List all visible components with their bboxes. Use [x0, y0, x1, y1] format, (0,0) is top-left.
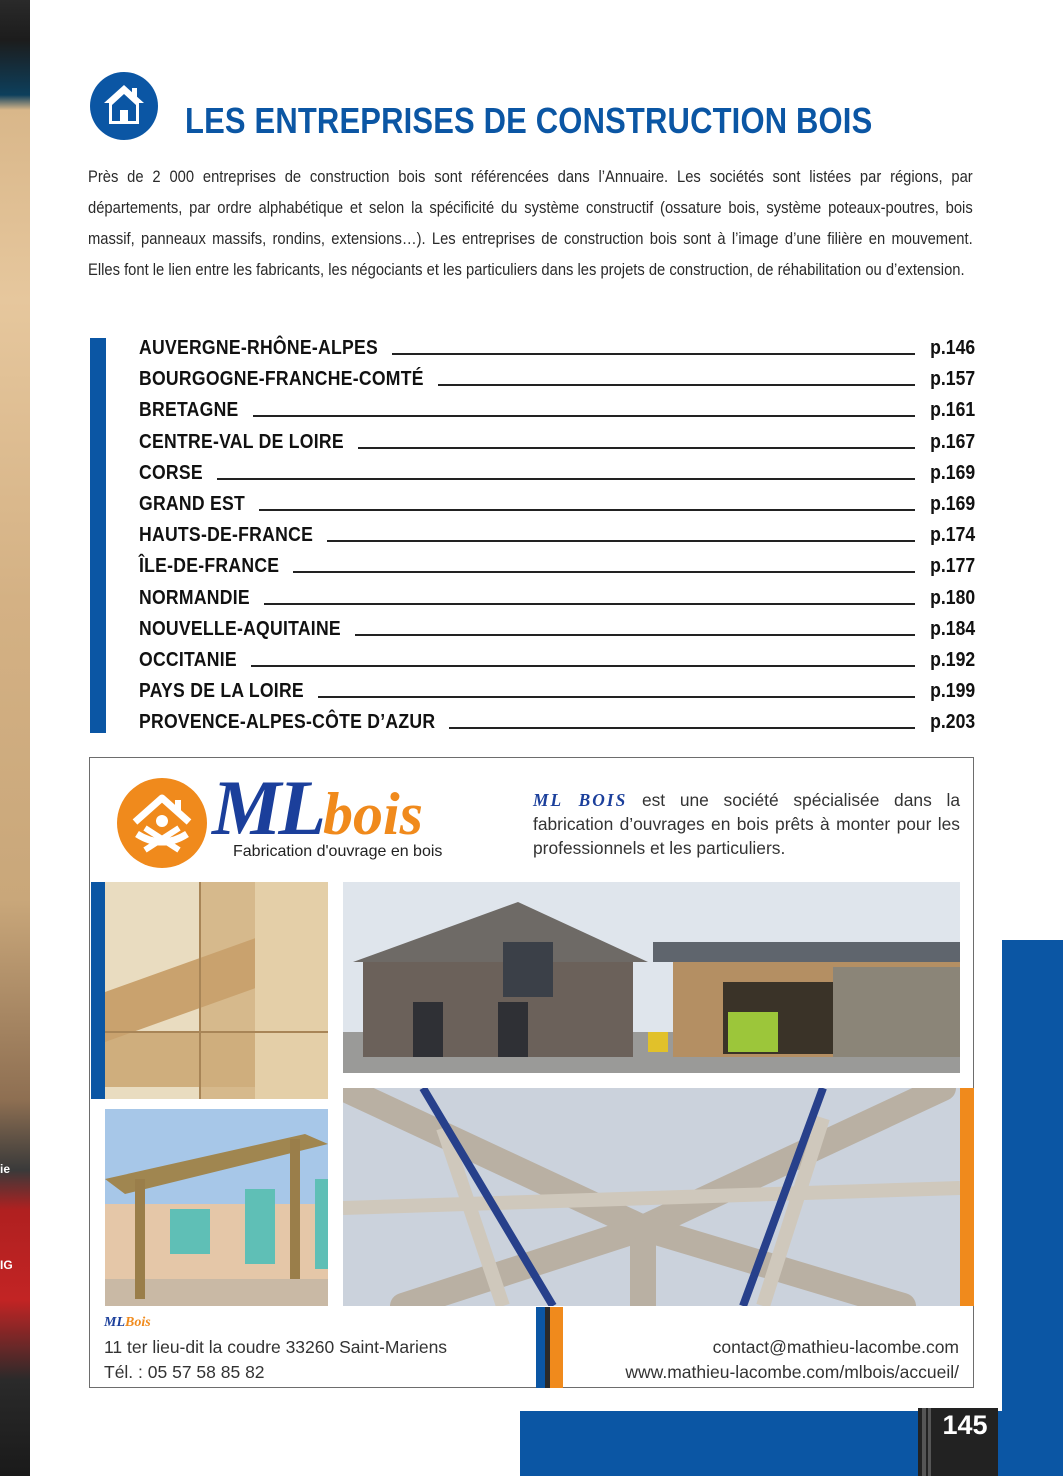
- photo-workshop-building: [343, 882, 960, 1073]
- region-index: [139, 333, 975, 738]
- photo-timber-frame-roof: [343, 1088, 960, 1306]
- toc-row: [139, 520, 975, 551]
- toc-leader-line: [392, 353, 915, 355]
- toc-region-name: GRAND EST: [139, 493, 246, 516]
- toc-leader-line: [264, 603, 915, 605]
- toc-leader-line: [293, 571, 915, 573]
- phone: Tél. : 05 57 58 85 82: [104, 1362, 265, 1382]
- address: 11 ter lieu-dit la coudre 33260 Saint-Mariens: [104, 1337, 448, 1357]
- intro-paragraph: Près de 2 000 entreprises de construction bois sont référencées dans l’Annuaire. Les sociétés sont listées par régions, par départements, par ordre alphabétique et selon la spécificité du système constructif (ossature bois, système poteaux-poutres, bois massif, panneaux massifs, rondins, extensions…). Les entreprises de construction bois sont à l’image d’une filière en mouvement. Elles font le lien entre les fabricants, les négociants et les particuliers dans les projets de construction, de réhabilitation ou d’extension.: [88, 168, 973, 279]
- photo-timber-joint: [105, 882, 328, 1099]
- toc-page-number: p.167: [929, 430, 975, 453]
- toc-leader-line: [449, 727, 915, 729]
- toc-page-number: p.169: [929, 461, 975, 484]
- strip-mark-2: IG: [0, 1258, 13, 1272]
- toc-leader-line: [358, 447, 915, 449]
- toc-page-number: p.177: [929, 555, 975, 578]
- mlbois-advertisement: [89, 757, 974, 1388]
- toc-leader-line: [259, 509, 915, 511]
- toc-leader-line: [355, 634, 915, 636]
- house-icon: [90, 72, 158, 140]
- toc-region-name: NOUVELLE-AQUITAINE: [139, 617, 341, 640]
- toc-region-name: CORSE: [139, 461, 203, 484]
- toc-region-name: NORMANDIE: [139, 586, 250, 609]
- toc-accent-bar: [90, 338, 106, 733]
- page-number: 145: [942, 1410, 988, 1440]
- side-section-tab: [1002, 940, 1063, 1476]
- toc-row: [139, 614, 975, 645]
- toc-row: [139, 427, 975, 458]
- toc-region-name: CENTRE-VAL DE LOIRE: [139, 430, 344, 453]
- mlbois-logo-emblem: [117, 778, 207, 868]
- toc-row: [139, 676, 975, 707]
- ad-description: ML BOIS est une société spécialisée dans la fabrication d’ouvrages en bois prêts à monter pour les professionnels et les particuliers.: [533, 790, 960, 858]
- toc-row: [139, 583, 975, 614]
- toc-leader-line: [251, 665, 915, 667]
- toc-page-number: p.174: [929, 524, 975, 547]
- toc-row: [139, 645, 975, 676]
- toc-region-name: BOURGOGNE-FRANCHE-COMTÉ: [139, 368, 424, 391]
- page-title: LES ENTREPRISES DE CONSTRUCTION BOIS: [185, 100, 873, 141]
- toc-row: [139, 707, 975, 738]
- toc-row: [139, 395, 975, 426]
- toc-page-number: p.169: [929, 493, 975, 516]
- contact-address-block: [104, 1335, 447, 1385]
- toc-region-name: PAYS DE LA LOIRE: [139, 680, 304, 703]
- left-edge-photo-strip: [0, 0, 30, 1476]
- logo-subtitle: Fabrication d'ouvrage en bois: [233, 843, 443, 860]
- toc-row: [139, 551, 975, 582]
- contact-web-block: [625, 1335, 959, 1385]
- toc-page-number: p.161: [929, 399, 975, 422]
- orange-accent-bar: [960, 1088, 974, 1306]
- toc-region-name: ÎLE-DE-FRANCE: [139, 555, 280, 578]
- toc-page-number: p.146: [929, 337, 975, 360]
- mlbois-logo-wordmark: MLbois: [212, 764, 424, 851]
- toc-row: [139, 458, 975, 489]
- toc-region-name: BRETAGNE: [139, 399, 239, 422]
- blue-accent-bar: [91, 882, 105, 1099]
- toc-page-number: p.184: [929, 617, 975, 640]
- toc-leader-line: [438, 384, 915, 386]
- toc-page-number: p.199: [929, 680, 975, 703]
- toc-row: [139, 364, 975, 395]
- toc-region-name: OCCITANIE: [139, 648, 237, 671]
- toc-page-number: p.180: [929, 586, 975, 609]
- toc-page-number: p.192: [929, 648, 975, 671]
- photo-pergola-house: [105, 1109, 328, 1306]
- footer-stripes: [536, 1307, 563, 1388]
- footer-brand-logo: MLBois: [104, 1315, 151, 1330]
- toc-leader-line: [253, 415, 915, 417]
- website-link[interactable]: www.mathieu-lacombe.com/mlbois/accueil/: [625, 1362, 959, 1382]
- email-link[interactable]: contact@mathieu-lacombe.com: [712, 1337, 959, 1357]
- toc-page-number: p.203: [929, 711, 975, 734]
- toc-page-number: p.157: [929, 368, 975, 391]
- toc-row: [139, 489, 975, 520]
- toc-region-name: HAUTS-DE-FRANCE: [139, 524, 314, 547]
- toc-leader-line: [318, 696, 915, 698]
- toc-region-name: PROVENCE-ALPES-CÔTE D’AZUR: [139, 711, 436, 734]
- strip-mark-1: ie: [0, 1162, 11, 1176]
- toc-leader-line: [327, 540, 915, 542]
- toc-leader-line: [217, 478, 915, 480]
- toc-region-name: AUVERGNE-RHÔNE-ALPES: [139, 337, 378, 360]
- toc-row: [139, 333, 975, 364]
